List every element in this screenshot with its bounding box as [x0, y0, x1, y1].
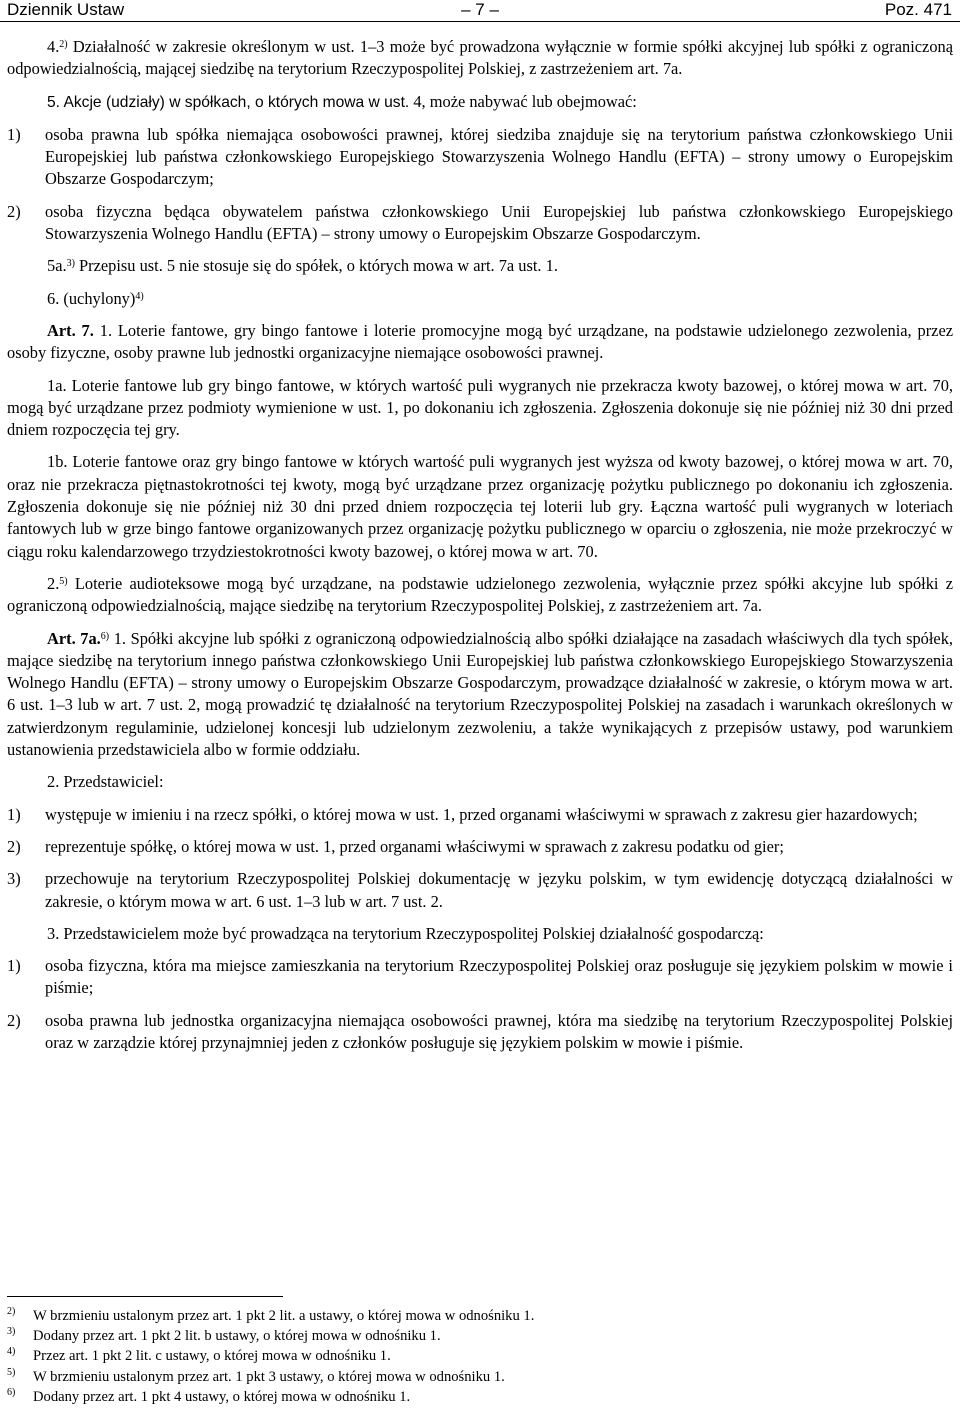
item-text: osoba fizyczna, która ma miejsce zamieszkania na terytorium Rzeczypospolitej Polskiej oraz posługuje się językiem polskim w mowie i piśmie; — [45, 956, 953, 998]
footnote-ref: 5) — [59, 575, 68, 587]
footnote-text: W brzmieniu ustalonym przez art. 1 pkt 3 ustawy, o której mowa w odnośniku 1. — [33, 1368, 505, 1385]
item-number: 2) — [7, 201, 21, 221]
article-heading: Art. 7a. — [47, 628, 101, 648]
item-text: osoba prawna lub spółka niemająca osobowości prawnej, której siedziba znajduje się na terytorium państwa członkowskiego Unii Europejskiej lub państwa członkowskiego Europejskiego Stowarzyszenia Wolnego Handlu (EFTA) – strony umowy o Europejskim Obszarze Gospodarczym; — [45, 124, 953, 189]
paragraph-4 — [7, 36, 953, 81]
paragraph-6 — [7, 288, 953, 310]
item-number: 2) — [7, 1010, 21, 1030]
item-text: osoba fizyczna będąca obywatelem państwa członkowskiego Unii Europejskiej lub państwa członkowskiego Europejskiego Stowarzyszenia Wolnego Handlu (EFTA) – strony umowy o Europejskim Obszarze Gospodarczym. — [45, 201, 953, 244]
para-text: Przepisu ust. 5 nie stosuje się do spółek, o których mowa w art. 7a ust. 1. — [74, 256, 558, 276]
footnote-number: 5) — [7, 1366, 16, 1378]
para-text: Loterie audioteksowe mogą być urządzane, na podstawie udzielonego zezwolenia, wyłącznie przez spółki akcyjne lub spółki z ograniczoną odpowiedzialnością, mające siedzibę na terytorium Rzeczypospolitej Polskiej, z zastrzeżeniem art. 7a. — [7, 573, 953, 616]
footnote — [7, 1387, 953, 1407]
list-item — [7, 836, 953, 858]
article-7 — [7, 320, 953, 365]
footnote — [7, 1326, 953, 1346]
list-item — [7, 868, 953, 913]
paragraph-5a — [7, 255, 953, 277]
footnotes — [7, 1296, 953, 1407]
footnote-number: 3) — [7, 1326, 16, 1338]
position-number: Poz. 471 — [884, 0, 952, 19]
footnote-ref: 2) — [59, 39, 68, 50]
item-number: 2) — [7, 836, 21, 856]
para-number: 2. — [47, 573, 60, 593]
article-heading: Art. 7. — [47, 320, 94, 340]
paragraph-2 — [7, 573, 953, 618]
item-text: osoba prawna lub jednostka organizacyjna niemająca osobowości prawnej, która ma siedzibę na terytorium Rzeczypospolitej Polskiej oraz w zarządzie której przynajmniej jeden z członków posługuje się językiem polskim w mowie i piśmie. — [45, 1010, 953, 1052]
footnote-ref: 6) — [100, 630, 110, 642]
paragraph-1b: 1b. Loterie fantowe oraz gry bingo fantowe w których wartość puli wygranych jest wyższa od kwoty bazowej, o której mowa w art. 70, oraz nie przekracza piętnastokrotności tej kwoty, mogą być urządzane przez organizację pożytku publicznego po dokonaniu ich zgłoszenia. Zgłoszenia dokonuje się nie później niż 30 dni przed dniem rozpoczęcia tej loterii lub gry. Łączna wartość puli wygranych w loteriach fantowych lub w grze bingo fantowe organizowanych przez organizację pożytku publicznego w oparciu o zgłoszenia, nie może przekroczyć w ciągu roku kalendarzowego trzydziestokrotności kwoty bazowej, o której mowa w art. 70. — [7, 452, 953, 561]
list-item — [7, 124, 953, 191]
page-header — [0, 0, 960, 22]
footnote-text: Przez art. 1 pkt 2 lit. c ustawy, o której mowa w odnośniku 1. — [33, 1348, 391, 1365]
footnote — [7, 1306, 953, 1326]
footnote-ref: 3) — [66, 258, 75, 270]
paragraph-5 — [7, 91, 953, 114]
para-text: 1. Spółki akcyjne lub spółki z ograniczoną odpowiedzialnością albo spółki działające na zasadach właściwych dla tych spółek, mające siedzibę na terytorium innego państwa członkowskiego Unii Europejskiej lub państwa członkowskiego Europejskiego Stowarzyszenia Wolnego Handlu (EFTA) – strony umowy o Europejskim Obszarze Gospodarczym, prowadzące działalność w zakresie, o którym mowa w art. 6 ust. 1–3 lub w art. 7 ust. 2, mogą prowadzić tę działalność na terytorium Rzeczypospolitej Polskiej na zasadach i warunkach określonych w zatwierdzonym regulaminie, udzielonej koncesji lub udzielonym zezwoleniu, a także wynikających z przepisów ustawy, pod warunkiem ustanowienia przedstawiciela albo w formie oddziału. — [7, 628, 953, 760]
footnote-text: Dodany przez art. 1 pkt 4 ustawy, o której mowa w odnośniku 1. — [33, 1388, 411, 1405]
footnote-rule — [7, 1296, 283, 1297]
paragraph-1a: 1a. Loterie fantowe lub gry bingo fantowe, w których wartość puli wygranych nie przekracza kwoty bazowej, o której mowa w art. 70, mogą być urządzane przez podmioty wymienione w ust. 1, po dokonaniu ich zgłoszenia. Zgłoszenia dokonuje się nie później niż 30 dni przed dniem rozpoczęcia tej gry. — [7, 375, 953, 440]
list-item — [7, 201, 953, 246]
item-number: 1) — [7, 956, 21, 976]
item-number: 3) — [7, 869, 21, 889]
article-7a — [7, 628, 953, 762]
footnote-text: Dodany przez art. 1 pkt 2 lit. b ustawy, o której mowa w odnośniku 1. — [33, 1328, 441, 1345]
footnote — [7, 1346, 953, 1366]
para-text: 4, może nabywać lub obejmować: — [409, 91, 637, 111]
list-item — [7, 1010, 953, 1055]
para-number: 4. — [47, 37, 60, 56]
page-number: – 7 – — [461, 0, 499, 19]
para-text-sans: 5. Akcje (udziały) w spółkach, o których mowa w ust. — [47, 93, 410, 111]
item-text: przechowuje na terytorium Rzeczypospolitej Polskiej dokumentację w języku polskim, w tym ewidencję dotyczącą działalności w zakresie, o którym mowa w art. 6 ust. 1–3 lub w art. 7 ust. 2. — [45, 869, 953, 911]
footnote-number: 6) — [7, 1386, 16, 1398]
para-text: 6. (uchylony) — [47, 288, 136, 308]
item-text: reprezentuje spółkę, o której mowa w ust. 1, przed organami właściwymi w sprawach z zakresu podatku od gier; — [45, 836, 784, 856]
journal-title: Dziennik Ustaw — [7, 0, 125, 19]
document-body — [7, 36, 953, 1064]
paragraph-3: 3. Przedstawicielem może być prowadząca na terytorium Rzeczypospolitej Polskiej działalność gospodarczą: — [47, 923, 764, 943]
footnote-text: W brzmieniu ustalonym przez art. 1 pkt 2 lit. a ustawy, o której mowa w odnośniku 1. — [33, 1308, 535, 1324]
header-rule — [0, 21, 960, 22]
footnote-number: 4) — [7, 1346, 16, 1358]
item-number: 1) — [7, 804, 21, 824]
para-number: 5a. — [47, 256, 67, 276]
para-text: 1. Loterie fantowe, gry bingo fantowe i loterie promocyjne mogą być urządzane, na podstawie udzielonego zezwolenia, przez osoby fizyczne, osoby prawne lub jednostki organizacyjne niemające osobowości prawnej. — [7, 320, 954, 363]
footnote-ref: 4) — [135, 290, 144, 302]
footnote — [7, 1367, 953, 1387]
item-text: występuje w imieniu i na rzecz spółki, o której mowa w ust. 1, przed organami właściwymi w sprawach z zakresu gier hazardowych; — [45, 804, 918, 824]
item-number: 1) — [7, 124, 21, 144]
paragraph-przedstawiciel: 2. Przedstawiciel: — [47, 772, 164, 792]
list-item — [7, 955, 953, 1000]
footnote-number: 2) — [7, 1306, 16, 1317]
para-text: Działalność w zakresie określonym w ust. 1–3 może być prowadzona wyłącznie w formie spółki akcyjnej lub spółki z ograniczoną odpowiedzialnością, mającej siedzibę na terytorium Rzeczypospolitej Polskiej, z zastrzeżeniem art. 7a. — [7, 37, 953, 79]
list-item — [7, 804, 953, 826]
